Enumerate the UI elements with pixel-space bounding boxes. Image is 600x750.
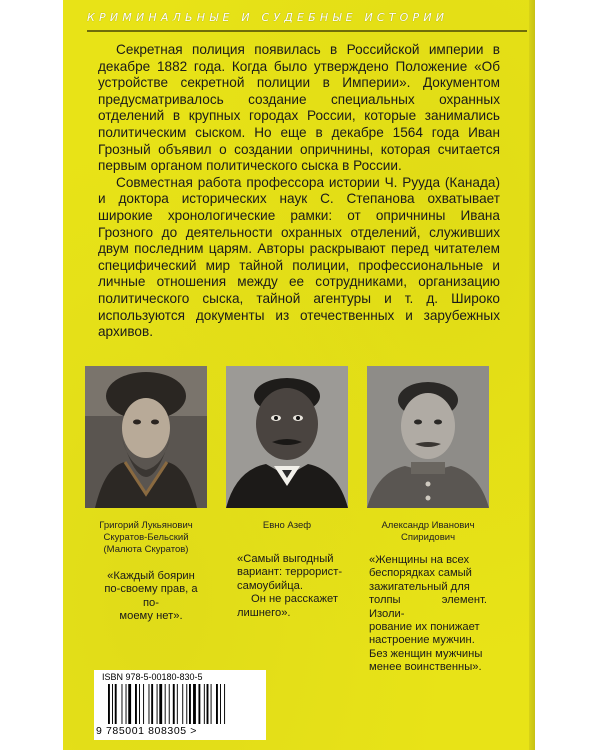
isbn-number: ISBN 978-5-00180-830-5	[102, 672, 203, 682]
quote-line: Без женщин мужчины	[369, 647, 483, 660]
barcode-bar	[135, 684, 137, 724]
quote-line: «Женщины на всех	[369, 554, 470, 566]
barcode-bar	[211, 684, 212, 724]
barcode-bar	[165, 684, 166, 724]
barcode-bar	[220, 684, 221, 724]
barcode-bar	[204, 684, 205, 724]
barcode-bar	[112, 684, 113, 724]
barcode-digits: 9 785001 808305 >	[96, 725, 197, 737]
barcode-bar	[151, 684, 153, 724]
caption-line: Спиридович	[400, 532, 456, 543]
barcode-bar	[169, 684, 170, 724]
portrait-skuratov	[85, 366, 207, 508]
quote-line: зажигательный для	[369, 580, 470, 593]
barcode-bar	[115, 684, 117, 724]
quote-line: менее воинственны».	[369, 661, 482, 674]
quote-line: «Самый выгодный	[237, 553, 334, 565]
annotation-paragraph-1: Секретная полиция появилась в Российской империи в декабре 1882 года. Когда было утверждено Положение «Об устройстве секретной полиции в Империи». Документом предусматривалось создание специальных охранных отделений в крупных городах России, которые занимались политическим сыском. Но еще в декабре 1564 года Иван Грозный объявил о создании опричнины, которая считается первым органом политического сыска в России.	[98, 42, 500, 174]
portrait-spiridovich	[367, 366, 489, 508]
barcode-bar	[224, 684, 225, 724]
barcode-bar	[126, 684, 127, 724]
barcode-bar	[157, 684, 158, 724]
isbn-barcode-block	[94, 670, 266, 740]
caption-line: (Малюта Скуратов)	[103, 544, 189, 555]
annotation-text	[98, 42, 500, 341]
barcode-bar	[139, 684, 140, 724]
caption-skuratov	[76, 520, 216, 556]
series-title: КРИМИНАЛЬНЫЕ И СУДЕБНЫЕ ИСТОРИИ	[87, 11, 449, 24]
quote-line: беспорядках самый	[369, 567, 472, 580]
caption-azef	[217, 520, 357, 532]
annotation-paragraph-2: Совместная работа профессора истории Ч. Рууда (Канада) и доктора исторических наук С. Степанова охватывает широкие хронологические рамки: от опричнины Ивана Грозного до деятельности охранных отделений, служивших двум последним царям. Авторы раскрывают перед читателем специфический мир тайной полиции, профессиональные и личные отношения между ее сотрудниками, организацию политического сыска, тайной агентуры и т. д. Широко используются документы из отечественных и зарубежных архивов.	[98, 174, 500, 340]
quote-line: настроение мужчин.	[369, 634, 475, 647]
barcode	[106, 684, 256, 724]
barcode-bar	[173, 684, 175, 724]
quote-line: толпы элемент. Изоли-	[369, 594, 487, 620]
barcode-bar	[182, 684, 183, 724]
barcode-bar	[108, 684, 110, 724]
cover-edge	[529, 0, 535, 750]
quote-line: вариант: террорист-	[237, 566, 343, 579]
quote-line: лишнего».	[237, 606, 291, 619]
quote-line: Он не расскажет	[251, 593, 338, 606]
barcode-bar	[149, 684, 150, 724]
quote-line: рование их понижает	[369, 621, 480, 634]
barcode-bar	[216, 684, 218, 724]
quote-azef	[237, 553, 349, 620]
barcode-bar	[177, 684, 178, 724]
caption-line: Григорий Лукьянович	[99, 520, 193, 531]
barcode-bar	[189, 684, 191, 724]
barcode-bar	[122, 684, 123, 724]
barcode-bar	[193, 684, 196, 724]
quote-line: «Каждый боярин	[107, 570, 195, 582]
barcode-bar	[198, 684, 200, 724]
barcode-bar	[207, 684, 209, 724]
caption-spiridovich	[358, 520, 498, 544]
portrait-azef	[226, 366, 348, 508]
quote-line: моему нет».	[119, 610, 183, 623]
caption-line: Скуратов-Бельский	[103, 532, 189, 543]
series-divider	[87, 30, 527, 32]
barcode-bar	[159, 684, 162, 724]
barcode-bar	[128, 684, 131, 724]
quote-spiridovich	[369, 554, 487, 675]
barcode-bar	[143, 684, 144, 724]
caption-line: Александр Иванович	[381, 520, 475, 531]
barcode-bar	[186, 684, 187, 724]
quote-line: по-своему прав, а по-	[104, 583, 198, 609]
quote-skuratov	[95, 570, 207, 624]
caption-line: Евно Азеф	[262, 520, 312, 531]
back-cover	[63, 0, 535, 750]
quote-line: самоубийца.	[237, 579, 303, 592]
